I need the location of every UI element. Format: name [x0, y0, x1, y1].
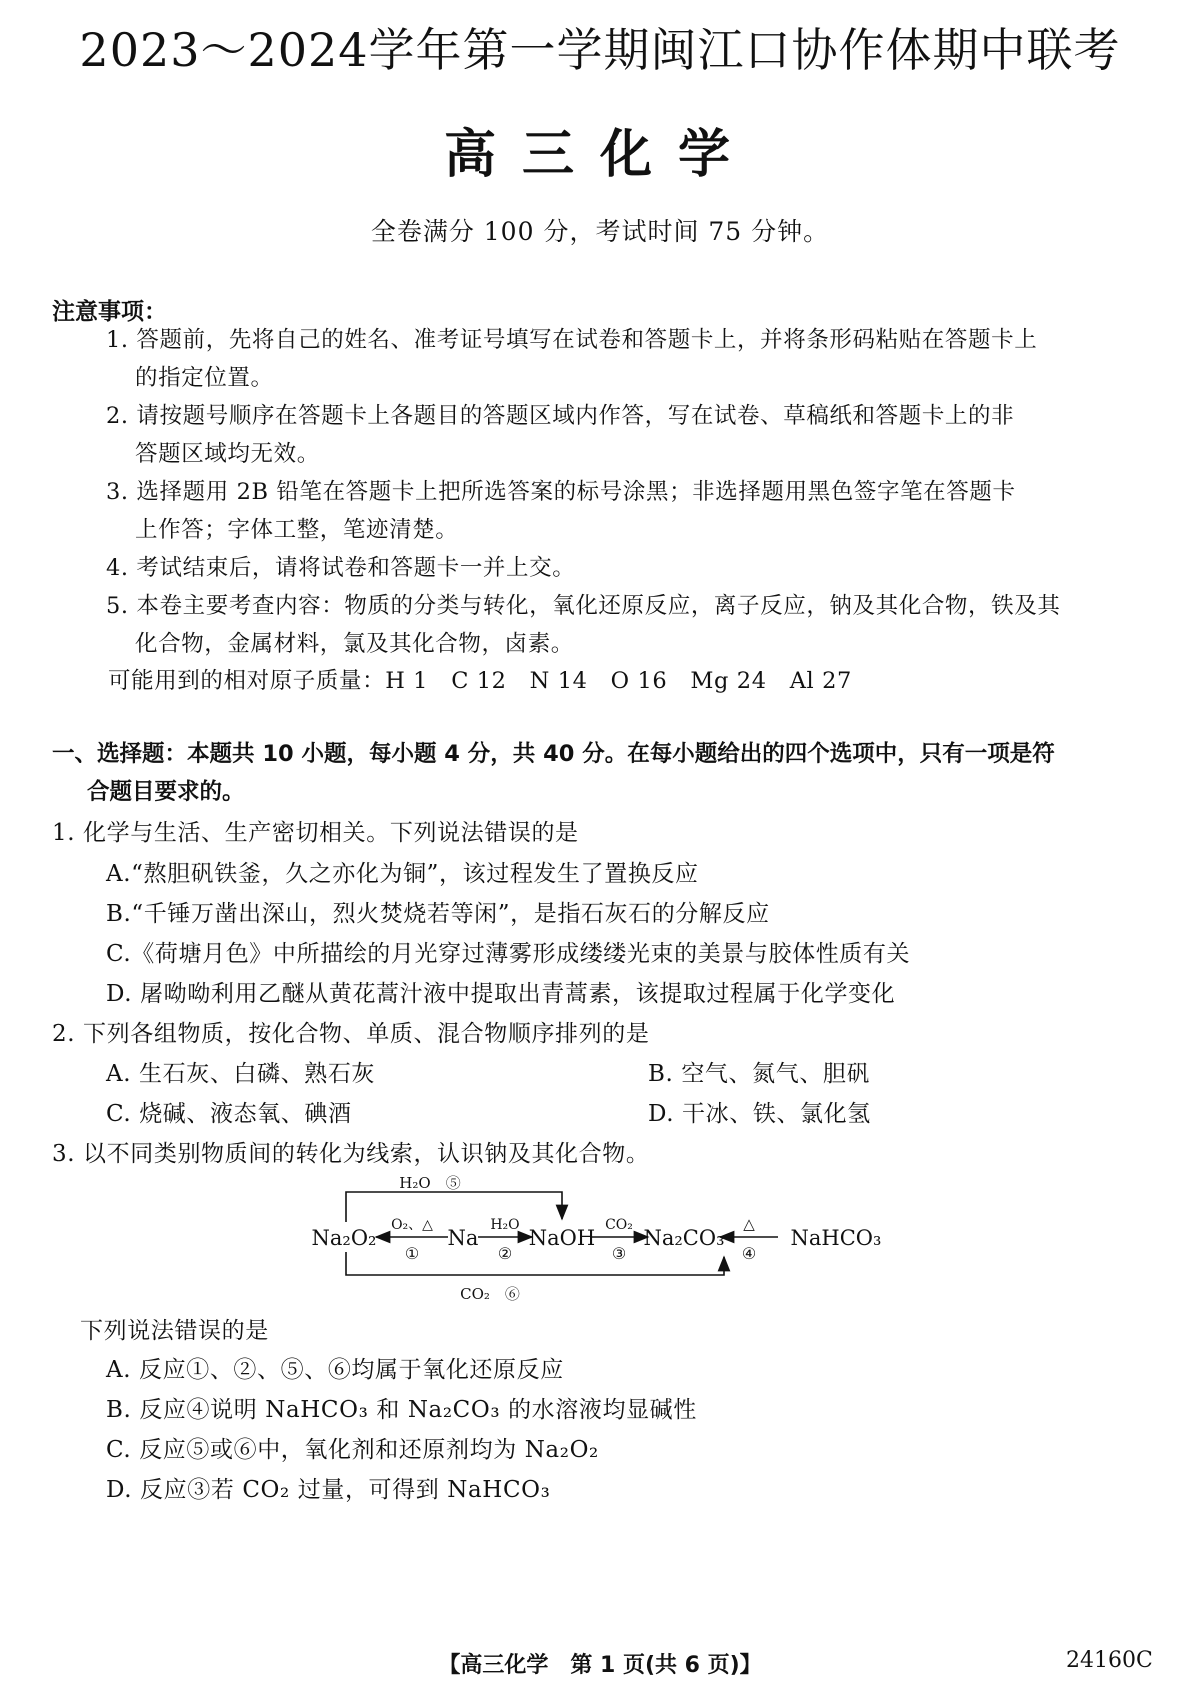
note-5: 5. 本卷主要考查内容：物质的分类与转化，氧化还原反应，离子反应，钠及其化合物，铁及其 [106, 593, 1061, 619]
atomic-masses: 可能用到的相对原子质量：H 1 C 12 N 14 O 16 Mg 24 Al 27 [108, 668, 852, 694]
subject-title: 高三化学 [443, 125, 756, 185]
arrow-5 [346, 1192, 562, 1222]
notes-heading: 注意事项： [52, 299, 167, 325]
note-1: 1. 答题前，先将自己的姓名、准考证号填写在试卷和答题卡上，并将条形码粘贴在答题卡上 [106, 327, 1038, 353]
q3-option-a: A. 反应①、②、⑤、⑥均属于氧化还原反应 [106, 1357, 564, 1383]
sodium-conversion-diagram [300, 1175, 940, 1315]
paper-code: 24160C [1066, 1648, 1153, 1673]
arrow-5-label: H₂O ⑤ [399, 1175, 461, 1192]
species-naoh: NaOH [528, 1226, 596, 1250]
q3-stem: 3. 以不同类别物质间的转化为线索，认识钠及其化合物。 [52, 1141, 650, 1167]
note-2: 2. 请按题号顺序在答题卡上各题目的答题区域内作答，写在试卷、草稿纸和答题卡上的非 [106, 403, 1015, 429]
q2-stem: 2. 下列各组物质，按化合物、单质、混合物顺序排列的是 [52, 1021, 650, 1047]
exam-meta: 全卷满分 100 分，考试时间 75 分钟。 [370, 217, 830, 246]
q1-option-b: B.“千锤万凿出深山，烈火焚烧若等闲”，是指石灰石的分解反应 [106, 901, 770, 927]
species-na: Na [447, 1226, 479, 1250]
arrow-6-label: CO₂ ⑥ [460, 1285, 520, 1303]
arrow-4-condition: △ [743, 1215, 755, 1233]
arrow-2-condition: H₂O [490, 1217, 520, 1233]
q2-option-d: D. 干冰、铁、氯化氢 [648, 1101, 871, 1127]
q2-option-b: B. 空气、氮气、胆矾 [648, 1061, 871, 1087]
note-1-cont: 的指定位置。 [135, 365, 274, 391]
arrow-3-condition: CO₂ [605, 1217, 633, 1233]
species-na2co3: Na₂CO₃ [643, 1226, 725, 1250]
q2-option-c: C. 烧碱、液态氧、碘酒 [106, 1101, 352, 1127]
note-4: 4. 考试结束后，请将试卷和答题卡一并上交。 [106, 555, 576, 581]
q3-option-b: B. 反应④说明 NaHCO₃ 和 Na₂CO₃ 的水溶液均显碱性 [106, 1397, 697, 1423]
q3-prompt: 下列说法错误的是 [80, 1318, 269, 1344]
species-nahco3: NaHCO₃ [790, 1226, 882, 1250]
q3-option-c: C. 反应⑤或⑥中，氧化剂和还原剂均为 Na₂O₂ [106, 1437, 599, 1463]
note-2-cont: 答题区域均无效。 [135, 441, 320, 467]
arrow-1-number: ① [404, 1244, 420, 1263]
q1-stem: 1. 化学与生活、生产密切相关。下列说法错误的是 [52, 820, 579, 846]
arrow-1-condition: O₂、△ [391, 1217, 433, 1233]
note-3-cont: 上作答；字体工整，笔迹清楚。 [135, 517, 459, 543]
arrow-4-number: ④ [741, 1244, 757, 1263]
arrow-3-number: ③ [611, 1244, 627, 1263]
section-heading-cont: 合题目要求的。 [87, 779, 245, 805]
q2-option-a: A. 生石灰、白磷、熟石灰 [106, 1061, 376, 1087]
note-3: 3. 选择题用 2B 铅笔在答题卡上把所选答案的标号涂黑；非选择题用黑色签字笔在答题卡 [106, 479, 1016, 505]
q3-option-d: D. 反应③若 CO₂ 过量，可得到 NaHCO₃ [106, 1477, 551, 1503]
exam-title: 2023～2024学年第一学期闽江口协作体期中联考 [79, 23, 1121, 77]
species-na2o2: Na₂O₂ [311, 1226, 377, 1250]
arrow-6 [346, 1252, 724, 1275]
page-footer: 【高三化学 第 1 页(共 6 页)】 [438, 1653, 762, 1678]
note-5-cont: 化合物，金属材料，氯及其化合物，卤素。 [135, 631, 574, 657]
section-heading: 一、选择题：本题共 10 小题，每小题 4 分，共 40 分。在每小题给出的四个选项中，只有一项是符 [52, 741, 1055, 767]
q1-option-a: A.“熬胆矾铁釜，久之亦化为铜”，该过程发生了置换反应 [106, 861, 699, 887]
q1-option-c: C.《荷塘月色》中所描绘的月光穿过薄雾形成缕缕光束的美景与胶体性质有关 [106, 941, 911, 967]
arrow-2-number: ② [497, 1244, 513, 1263]
q1-option-d: D. 屠呦呦利用乙醚从黄花蒿汁液中提取出青蒿素，该提取过程属于化学变化 [106, 981, 896, 1007]
